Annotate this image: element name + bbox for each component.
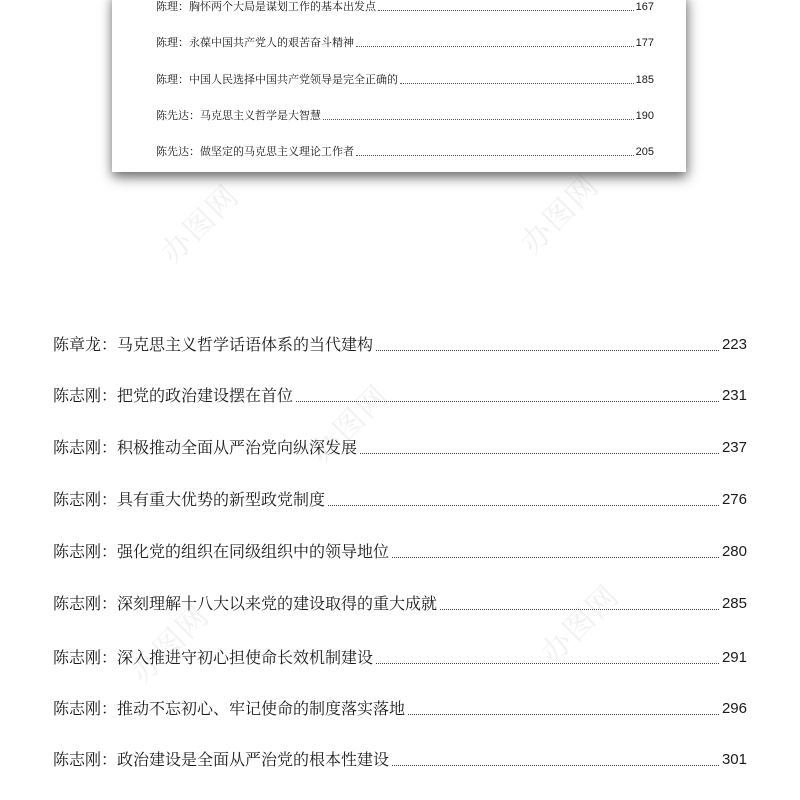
watermark: 办图网 bbox=[124, 598, 217, 691]
toc-entry[interactable] bbox=[53, 592, 747, 614]
entry-page: 280 bbox=[721, 543, 747, 560]
leader-dots bbox=[296, 401, 719, 402]
entry-page: 285 bbox=[721, 595, 747, 612]
leader-dots bbox=[323, 119, 634, 120]
entry-page: 205 bbox=[635, 146, 654, 158]
leader-dots bbox=[392, 765, 719, 766]
entry-title: 陈志刚：把党的政治建设摆在首位 bbox=[53, 386, 294, 405]
leader-dots bbox=[400, 83, 634, 84]
entry-title: 陈志刚：政治建设是全面从严治党的根本性建设 bbox=[53, 750, 390, 769]
leader-dots bbox=[376, 350, 719, 351]
page-preview-card bbox=[112, 0, 686, 172]
entry-page: 231 bbox=[721, 387, 747, 404]
watermark: 办图网 bbox=[154, 178, 247, 271]
entry-page: 296 bbox=[721, 700, 747, 717]
entry-title: 陈志刚：深刻理解十八大以来党的建设取得的重大成就 bbox=[53, 594, 438, 613]
toc-entry[interactable] bbox=[53, 540, 747, 562]
leader-dots bbox=[360, 453, 719, 454]
toc-entry[interactable] bbox=[156, 107, 654, 123]
entry-page: 167 bbox=[635, 1, 654, 13]
leader-dots bbox=[392, 557, 719, 558]
toc-entry[interactable] bbox=[53, 646, 747, 668]
toc-entry[interactable] bbox=[53, 697, 747, 719]
toc-entry[interactable] bbox=[53, 384, 747, 406]
toc-entry[interactable] bbox=[53, 748, 747, 770]
entry-title: 陈章龙：马克思主义哲学话语体系的当代建构 bbox=[53, 335, 374, 354]
entry-page: 291 bbox=[721, 649, 747, 666]
toc-entry[interactable] bbox=[53, 333, 747, 355]
entry-title: 陈志刚：强化党的组织在同级组织中的领导地位 bbox=[53, 542, 390, 561]
entry-page: 185 bbox=[635, 74, 654, 86]
entry-page: 301 bbox=[721, 751, 747, 768]
leader-dots bbox=[356, 155, 634, 156]
entry-title: 陈理：胸怀两个大局是谋划工作的基本出发点 bbox=[156, 0, 376, 13]
toc-entry[interactable] bbox=[53, 488, 747, 510]
entry-title: 陈志刚：具有重大优势的新型政党制度 bbox=[53, 490, 326, 509]
entry-title: 陈志刚：推动不忘初心、牢记使命的制度落实落地 bbox=[53, 699, 406, 718]
watermark: 办图网 bbox=[534, 578, 627, 671]
entry-page: 237 bbox=[721, 439, 747, 456]
leader-dots bbox=[378, 10, 634, 11]
entry-page: 177 bbox=[635, 37, 654, 49]
leader-dots bbox=[440, 609, 719, 610]
entry-title: 陈先达：做坚定的马克思主义理论工作者 bbox=[156, 145, 354, 158]
leader-dots bbox=[328, 505, 719, 506]
watermark: 办图网 bbox=[514, 168, 607, 261]
leader-dots bbox=[356, 46, 634, 47]
entry-title: 陈理：中国人民选择中国共产党领导是完全正确的 bbox=[156, 73, 398, 86]
toc-entry[interactable] bbox=[53, 436, 747, 458]
entry-page: 276 bbox=[721, 491, 747, 508]
toc-entry[interactable] bbox=[156, 143, 654, 159]
entry-page: 190 bbox=[635, 110, 654, 122]
entry-title: 陈志刚：深入推进守初心担使命长效机制建设 bbox=[53, 648, 374, 667]
toc-entry[interactable] bbox=[156, 0, 654, 14]
leader-dots bbox=[408, 714, 719, 715]
leader-dots bbox=[376, 663, 719, 664]
entry-title: 陈先达：马克思主义哲学是大智慧 bbox=[156, 109, 321, 122]
entry-title: 陈理：永葆中国共产党人的艰苦奋斗精神 bbox=[156, 36, 354, 49]
entry-title: 陈志刚：积极推动全面从严治党向纵深发展 bbox=[53, 438, 358, 457]
watermark: 办图网 bbox=[304, 378, 397, 471]
toc-entry[interactable] bbox=[156, 71, 654, 87]
toc-entry[interactable] bbox=[156, 34, 654, 50]
entry-page: 223 bbox=[721, 336, 747, 353]
